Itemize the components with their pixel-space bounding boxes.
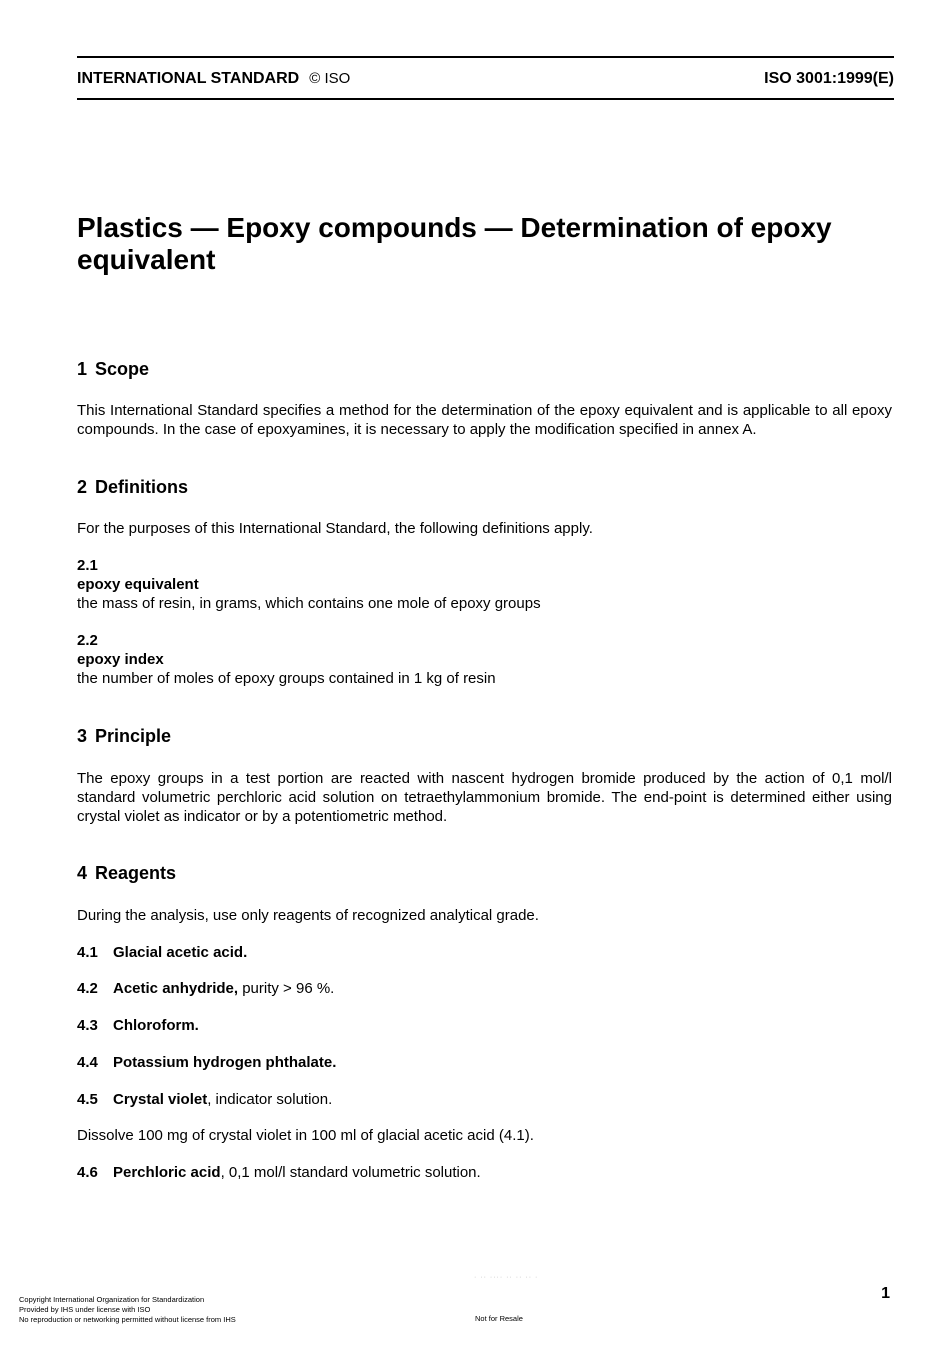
section-heading-principle: 3 Principle [77,726,172,746]
definition-term: epoxy index [77,651,164,668]
definition-number: 2.2 [77,632,98,649]
definitions-intro: For the purposes of this International Standard, the following definitions apply. [77,520,593,537]
section-heading-scope: 1 Scope [77,359,150,379]
header-rule-bottom [77,98,894,100]
reagent-item: 4.5 Crystal violet, indicator solution. [77,1091,333,1108]
document-title: Plastics — Epoxy compounds — Determination of epoxy equivalent [77,212,832,275]
crystal-violet-note: Dissolve 100 mg of crystal violet in 100 ml of glacial acetic acid (4.1). [77,1127,534,1144]
definition-term: epoxy equivalent [77,576,199,593]
reagent-item: 4.3 Chloroform. [77,1017,199,1034]
reagent-item: 4.4 Potassium hydrogen phthalate. [77,1054,337,1071]
footer-not-for-resale: Not for Resale [475,1314,523,1323]
definition-item [77,556,541,613]
reagents-intro: During the analysis, use only reagents of recognized analytical grade. [77,907,539,924]
header-doc-type [77,70,350,88]
reagent-item: 4.2 Acetic anhydride, purity > 96 %. [77,980,335,997]
reagent-item: 4.1 Glacial acetic acid. [77,944,248,961]
header-rule-top [77,56,894,58]
definition-text: the mass of resin, in grams, which contains one mole of epoxy groups [77,595,541,612]
principle-text: The epoxy groups in a test portion are reacted with nascent hydrogen bromide produced by the action of 0,1 mol/l standard volumetric perchloric acid solution on tetraethylammonium bromide. The end-point is determined either using crystal violet as indicator or by a potentiometric method. [77,770,892,825]
copyright-label: © ISO [309,70,351,87]
scope-text: This International Standard specifies a method for the determination of the epoxy equivalent and is applicable to all epoxy compounds. In the case of epoxyamines, it is necessary to apply the modification specified in annex A. [77,402,892,438]
doc-type-label: INTERNATIONAL STANDARD [77,70,300,87]
section-heading-reagents: 4 Reagents [77,863,177,883]
definition-item [77,631,496,688]
definition-number: 2.1 [77,557,98,574]
footer-copyright: Copyright International Organization for Standardization Provided by IHS under license with ISO No reproduction or networking permitted without license from IHS [19,1295,236,1324]
reagent-item: 4.6 Perchloric acid, 0,1 mol/l standard volumetric solution. [77,1164,481,1181]
footer-faint-mark: · ·· ···· ·· ·· ·· · [474,1274,539,1281]
section-heading-definitions: 2 Definitions [77,477,189,497]
page-number: 1 [881,1285,890,1302]
header-doc-id: ISO 3001:1999(E) [764,70,894,87]
definition-text: the number of moles of epoxy groups contained in 1 kg of resin [77,670,496,687]
